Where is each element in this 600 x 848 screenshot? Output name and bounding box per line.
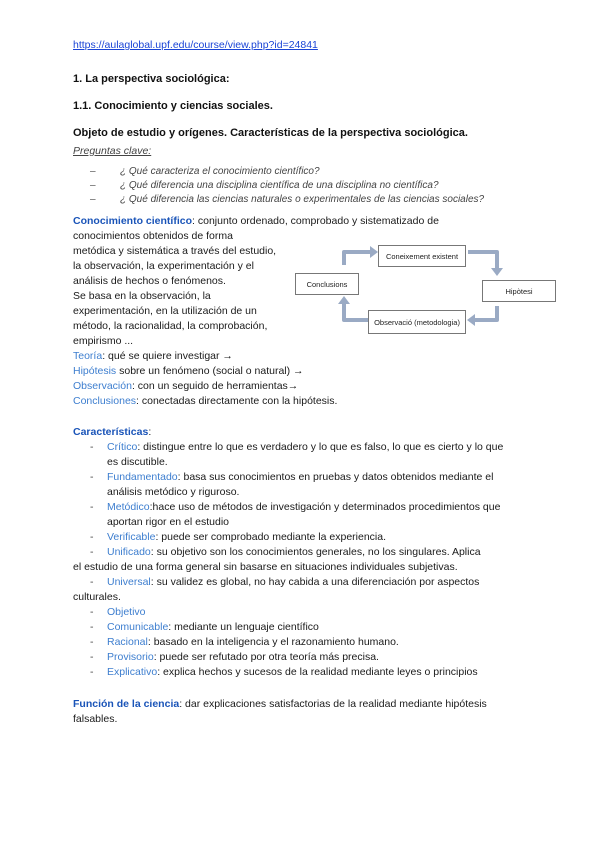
characteristic-text: : explica hechos y sucesos de la realidad mediante leyes o principios xyxy=(157,666,478,678)
characteristic-term: Explicativo xyxy=(107,666,158,678)
dash-bullet: - xyxy=(90,441,94,453)
funcion-cont: falsables. xyxy=(73,713,118,725)
characteristic-cont: culturales. xyxy=(73,591,121,603)
funcion-line xyxy=(73,697,487,712)
conocimiento-line: Se basa en la observación, la xyxy=(73,290,211,302)
characteristic-item xyxy=(90,620,319,635)
funcion-label: Función de la ciencia xyxy=(73,698,180,710)
dash-bullet: – xyxy=(90,180,96,191)
caracteristicas-colon: : xyxy=(148,426,152,438)
characteristic-item xyxy=(90,500,500,515)
characteristic-term: Unificado xyxy=(107,546,151,558)
characteristic-text: : puede ser refutado por otra teoría más precisa. xyxy=(153,651,379,663)
conocimiento-line: experimentación, en la utilización de un xyxy=(73,305,257,317)
characteristic-item xyxy=(90,605,146,620)
dash-bullet: - xyxy=(90,501,94,513)
dash-bullet: - xyxy=(90,546,94,558)
characteristic-term: Verificable xyxy=(107,531,156,543)
characteristic-item xyxy=(90,650,379,665)
characteristic-cont: aportan rigor en el estudio xyxy=(107,516,229,528)
characteristic-text: : distingue entre lo que es verdadero y lo que es falso, lo que es cierto y lo que xyxy=(137,441,504,453)
conocimiento-label: Conocimiento científico xyxy=(73,215,193,227)
heading-1-1: 1.1. Conocimiento y ciencias sociales. xyxy=(73,100,273,112)
characteristic-item xyxy=(90,530,386,545)
box-conclusions: Conclusions xyxy=(295,273,359,295)
characteristic-text: : basado en la inteligencia y el razonamiento humano. xyxy=(147,636,399,648)
characteristic-item xyxy=(90,440,503,455)
step-text: : qué se quiere investigar → xyxy=(102,350,233,362)
conocimiento-line: metódica y sistemática a través del estudio, xyxy=(73,245,277,257)
characteristic-cont: análisis metódico y riguroso. xyxy=(107,486,240,498)
characteristic-text: : mediante un lenguaje científico xyxy=(168,621,319,633)
dash-bullet: - xyxy=(90,651,94,663)
question-text: ¿ Qué diferencia las ciencias naturales o experimentales de las ciencias sociales? xyxy=(120,194,485,205)
caracteristicas-heading xyxy=(73,425,151,440)
step-text: : con un seguido de herramientas→ xyxy=(131,380,299,392)
box-coneixement: Coneixement existent xyxy=(378,245,466,267)
arrow-to-left xyxy=(344,302,368,320)
box-observacio: Observació (metodologia) xyxy=(368,310,466,334)
characteristic-item xyxy=(90,470,493,485)
dash-bullet: - xyxy=(90,531,94,543)
characteristic-text: : su validez es global, no hay cabida a una diferenciación por aspectos xyxy=(150,576,480,588)
step-term: Conclusiones xyxy=(73,395,137,407)
step-term: Teoría xyxy=(73,350,103,362)
heading-objeto: Objeto de estudio y orígenes. Características de la perspectiva sociológica. xyxy=(73,127,468,139)
characteristic-text: : puede ser comprobado mediante la experiencia. xyxy=(155,531,387,543)
dash-bullet: – xyxy=(90,194,96,205)
arrow-to-right xyxy=(468,252,497,270)
conocimiento-text: : conjunto ordenado, comprobado y sistematizado de xyxy=(192,215,439,227)
characteristic-term: Metódico xyxy=(107,501,150,513)
characteristic-term: Fundamentado xyxy=(107,471,178,483)
caracteristicas-label: Características xyxy=(73,426,149,438)
dash-bullet: - xyxy=(90,636,94,648)
characteristic-item xyxy=(90,545,481,560)
step-text: : conectadas directamente con la hipótesis. xyxy=(136,395,338,407)
conocimiento-line: empirismo ... xyxy=(73,335,134,347)
arrowhead-icon xyxy=(467,314,475,326)
source-url-link[interactable]: https://aulaglobal.upf.edu/course/view.php?id=24841 xyxy=(73,39,318,51)
funcion-text: : dar explicaciones satisfactorias de la realidad mediante hipótesis xyxy=(179,698,487,710)
step-text: sobre un fenómeno (social o natural) → xyxy=(116,365,304,377)
characteristic-term: Objetivo xyxy=(107,606,146,618)
characteristic-term: Universal xyxy=(107,576,151,588)
characteristic-text: : su objetivo son los conocimientos generales, no los singulares. Aplica xyxy=(150,546,481,558)
characteristic-term: Comunicable xyxy=(107,621,169,633)
arrowhead-icon xyxy=(491,268,503,276)
characteristic-text: :hace uso de métodos de investigación y determinados procedimientos que xyxy=(149,501,501,513)
characteristic-term: Provisorio xyxy=(107,651,154,663)
box-hipotesi: Hipòtesi xyxy=(482,280,556,302)
dash-bullet: - xyxy=(90,606,94,618)
characteristic-cont: el estudio de una forma general sin basarse en situaciones individuales subjetivas. xyxy=(73,561,458,573)
arrowhead-icon xyxy=(338,296,350,304)
characteristic-text: : basa sus conocimientos en pruebas y datos obtenidos mediante el xyxy=(177,471,494,483)
dash-bullet: - xyxy=(90,471,94,483)
key-questions-label: Preguntas clave: xyxy=(73,145,152,157)
characteristic-term: Racional xyxy=(107,636,148,648)
conocimiento-line: conocimientos obtenidos de forma xyxy=(73,230,233,242)
arrow-to-bottom xyxy=(473,306,497,320)
dash-bullet: – xyxy=(90,166,96,177)
dash-bullet: - xyxy=(90,666,94,678)
characteristic-item xyxy=(90,635,399,650)
characteristic-item xyxy=(90,575,479,590)
characteristic-term: Crítico xyxy=(107,441,138,453)
question-text: ¿ Qué caracteriza el conocimiento científico? xyxy=(120,166,320,177)
heading-1: 1. La perspectiva sociológica: xyxy=(73,73,230,85)
conocimiento-line: análisis de hechos o fenómenos. xyxy=(73,275,226,287)
question-text: ¿ Qué diferencia una disciplina científica de una disciplina no científica? xyxy=(120,180,439,191)
arrowhead-icon xyxy=(370,246,378,258)
arrow-to-top xyxy=(344,252,372,265)
step-term: Hipótesis xyxy=(73,365,117,377)
dash-bullet: - xyxy=(90,621,94,633)
conocimiento-line: la observación, la experimentación y el xyxy=(73,260,254,272)
step-term: Observación xyxy=(73,380,132,392)
dash-bullet: - xyxy=(90,576,94,588)
characteristic-cont: es discutible. xyxy=(107,456,168,468)
conocimiento-line: método, la racionalidad, la comprobación, xyxy=(73,320,268,332)
characteristic-item xyxy=(90,665,478,680)
